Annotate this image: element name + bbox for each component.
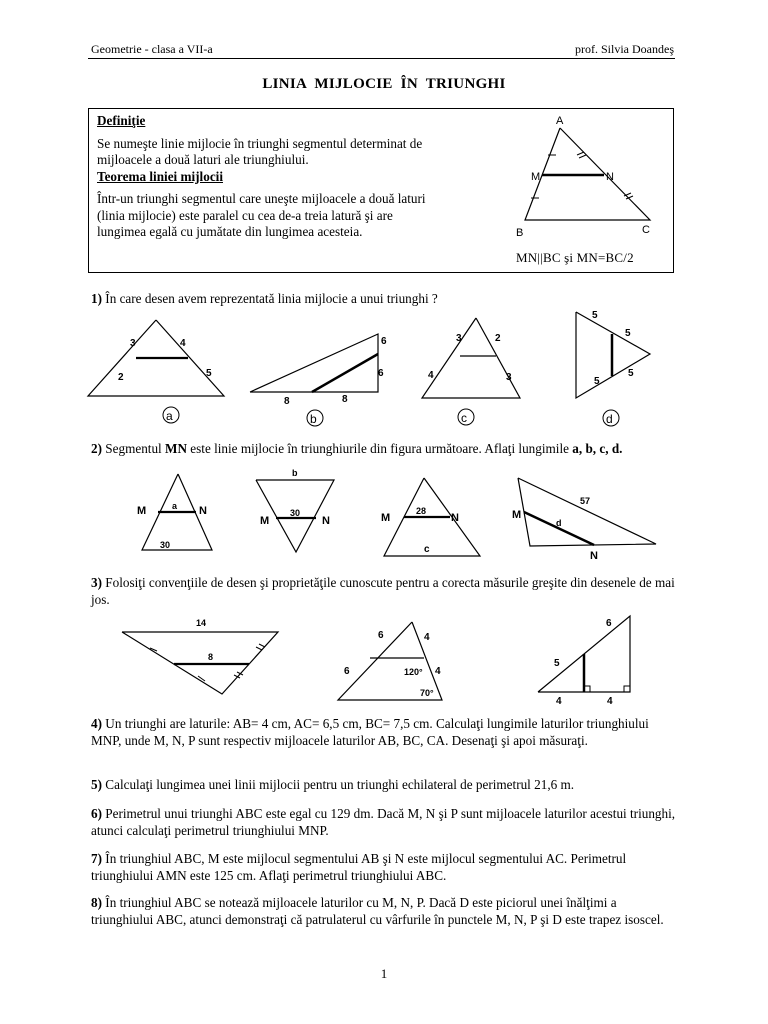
q2f1-m: M [137, 505, 147, 517]
q2f4-m: M [512, 509, 522, 521]
label-n: N [606, 171, 614, 183]
q3f3-l1: 6 [606, 618, 612, 629]
q1d-l2: 5 [625, 328, 631, 339]
q1c-l4: 3 [506, 372, 512, 383]
question-6 [91, 806, 681, 839]
q1c-label: c [461, 411, 467, 425]
q1-figure-a [88, 320, 224, 423]
q1-text: În care desen avem reprezentată linia mijlocie a unui triunghi ? [102, 291, 438, 306]
q2-figure-3 [381, 478, 480, 556]
header-left: Geometrie - clasa a VII-a [91, 42, 213, 56]
q2f2-top: b [292, 468, 298, 478]
header-divider [88, 58, 675, 59]
q4-text: Un triunghi are laturile: AB= 4 cm, AC= 6,5 cm, BC= 7,5 cm. Calculaţi lungimile laturilor triunghiului MNP, unde M, N, P sunt respectiv mijloacele laturilor AB, BC, CA. Desenaţi şi apoi măsuraţi. [91, 716, 649, 748]
q2-text-post: este linie mijlocie în triunghiurile din figura următoare. Aflaţi lungimile [187, 441, 573, 456]
q1a-l2: 4 [180, 338, 186, 349]
q1-figure-b [250, 334, 387, 426]
q2-figure-4 [512, 478, 656, 562]
q7-number: 7) [91, 851, 102, 866]
question-2 [91, 441, 681, 458]
q3f3-l3: 4 [556, 696, 562, 707]
q2f3-n: N [451, 512, 459, 524]
q3f2-ang1: 120° [404, 667, 423, 677]
q2-figures [0, 466, 768, 566]
theorem-body: Într-un triunghi segmentul care uneşte mijloacele a două laturi (linia mijlocie) este paralel cu cea de-a treia latură şi are lungimea egală cu jumătate din lungimea acesteia. [97, 191, 426, 239]
q2f4-n: N [590, 550, 598, 562]
q8-number: 8) [91, 895, 102, 910]
page-number: 1 [380, 966, 388, 981]
q3-figure-3 [538, 616, 630, 707]
page-title: LINIA MIJLOCIE ÎN TRIUNGHI [262, 76, 506, 92]
definition-heading: Definiţie [97, 113, 146, 128]
q1c-l2: 2 [495, 333, 501, 344]
q1b-l4: 8 [342, 394, 348, 405]
q3f2-ang2: 70° [420, 688, 434, 698]
q4-number: 4) [91, 716, 102, 731]
q2-text-bold: MN [165, 441, 187, 456]
q2-text-pre: Segmentul [102, 441, 166, 456]
definition-body: Se numeşte linie mijlocie în triunghi segmentul determinat de mijloacele a două laturi ale triunghiului. [97, 135, 423, 167]
q1b-label: b [310, 412, 317, 426]
q1a-l1: 3 [130, 338, 136, 349]
q2f4-side: 57 [580, 496, 591, 506]
definition-relation: MN||BC şi MN=BC/2 [516, 250, 634, 265]
q3-figure-2 [338, 622, 442, 700]
q7-text: În triunghiul ABC, M este mijlocul segmentului AB şi N este mijlocul segmentului AC. Perimetrul triunghiului AMN este 125 cm. Aflaţi perimetrul triunghiului ABC. [91, 851, 627, 883]
q1d-label: d [606, 412, 613, 426]
question-5 [91, 777, 681, 794]
q1a-l4: 5 [206, 368, 212, 379]
q1-figure-d [576, 310, 650, 426]
q1b-l2: 6 [378, 368, 384, 379]
q2f3-base: c [424, 544, 430, 555]
q2-text-vars: a, b, c, d. [572, 441, 623, 456]
question-1 [91, 291, 681, 308]
q6-text: Perimetrul unui triunghi ABC este egal cu 129 dm. Dacă M, N şi P sunt mijloacele laturilor acestui triunghi, atunci calculaţi perimetrul triunghiului MNP. [91, 806, 676, 838]
q3f2-l1: 6 [378, 630, 384, 641]
header-right: prof. Silvia Doandeş [575, 42, 674, 56]
q2f3-mid: 28 [416, 506, 427, 516]
theorem-heading: Teorema liniei mijlocii [97, 168, 223, 184]
q3-text: Folosiţi convenţiile de desen şi proprietăţile cunoscute pentru a corecta măsurile greşite din desenele de mai jos. [91, 575, 675, 607]
q3f1-top: 14 [196, 618, 207, 628]
q3-figures [0, 612, 768, 707]
label-c: C [642, 224, 650, 236]
q1-figures [0, 308, 768, 433]
q2f2-m: M [260, 515, 270, 527]
q5-number: 5) [91, 777, 102, 792]
q3f2-l4: 4 [435, 666, 441, 677]
q2-figure-1 [137, 474, 212, 550]
q2-figure-2 [256, 468, 334, 552]
q2f2-n: N [322, 515, 330, 527]
q1b-l3: 8 [284, 396, 290, 407]
q1d-l3: 5 [594, 376, 600, 387]
q1b-l1: 6 [381, 336, 387, 347]
q2f1-base: 30 [160, 540, 171, 550]
q1d-l1: 5 [592, 310, 598, 321]
label-b: B [516, 227, 524, 239]
q8-text: În triunghiul ABC se notează mijloacele laturilor cu M, N, P. Dacă D este piciorul unei înălţimi a triunghiului ABC, atunci demonstraţi că patrulaterul cu vârfurile în punctele M, N, P şi D este trapez isoscel. [91, 895, 664, 927]
q1a-label: a [166, 409, 173, 423]
q1-number: 1) [91, 291, 102, 306]
question-8 [91, 895, 681, 928]
q1d-l4: 5 [628, 368, 634, 379]
question-7 [91, 851, 681, 884]
q2-number: 2) [91, 441, 102, 456]
q3f1-mid: 8 [208, 652, 214, 662]
q2f3-m: M [381, 512, 391, 524]
question-4 [91, 716, 681, 749]
q1a-l3: 2 [118, 372, 124, 383]
q3-number: 3) [91, 575, 102, 590]
label-m: M [531, 171, 541, 183]
q3f3-l2: 5 [554, 658, 560, 669]
q2f1-mid: a [172, 501, 178, 511]
q1c-l1: 3 [456, 333, 462, 344]
q3f2-l3: 6 [344, 666, 350, 677]
q1c-l3: 4 [428, 370, 434, 381]
definition-text [97, 113, 427, 241]
q2f1-n: N [199, 505, 207, 517]
definition-figure [500, 110, 670, 245]
q3-figure-1 [122, 618, 278, 694]
question-3 [91, 575, 681, 608]
q3f2-l2: 4 [424, 632, 430, 643]
q6-number: 6) [91, 806, 102, 821]
q5-text: Calculaţi lungimea unei linii mijlocii pentru un triunghi echilateral de perimetrul 21,6 m. [102, 777, 575, 792]
q2f2-mid: 30 [290, 508, 301, 518]
q3f3-l4: 4 [607, 696, 613, 707]
q2f4-mid: d [556, 518, 562, 528]
label-a: A [556, 115, 564, 127]
q1-figure-c [422, 318, 520, 425]
